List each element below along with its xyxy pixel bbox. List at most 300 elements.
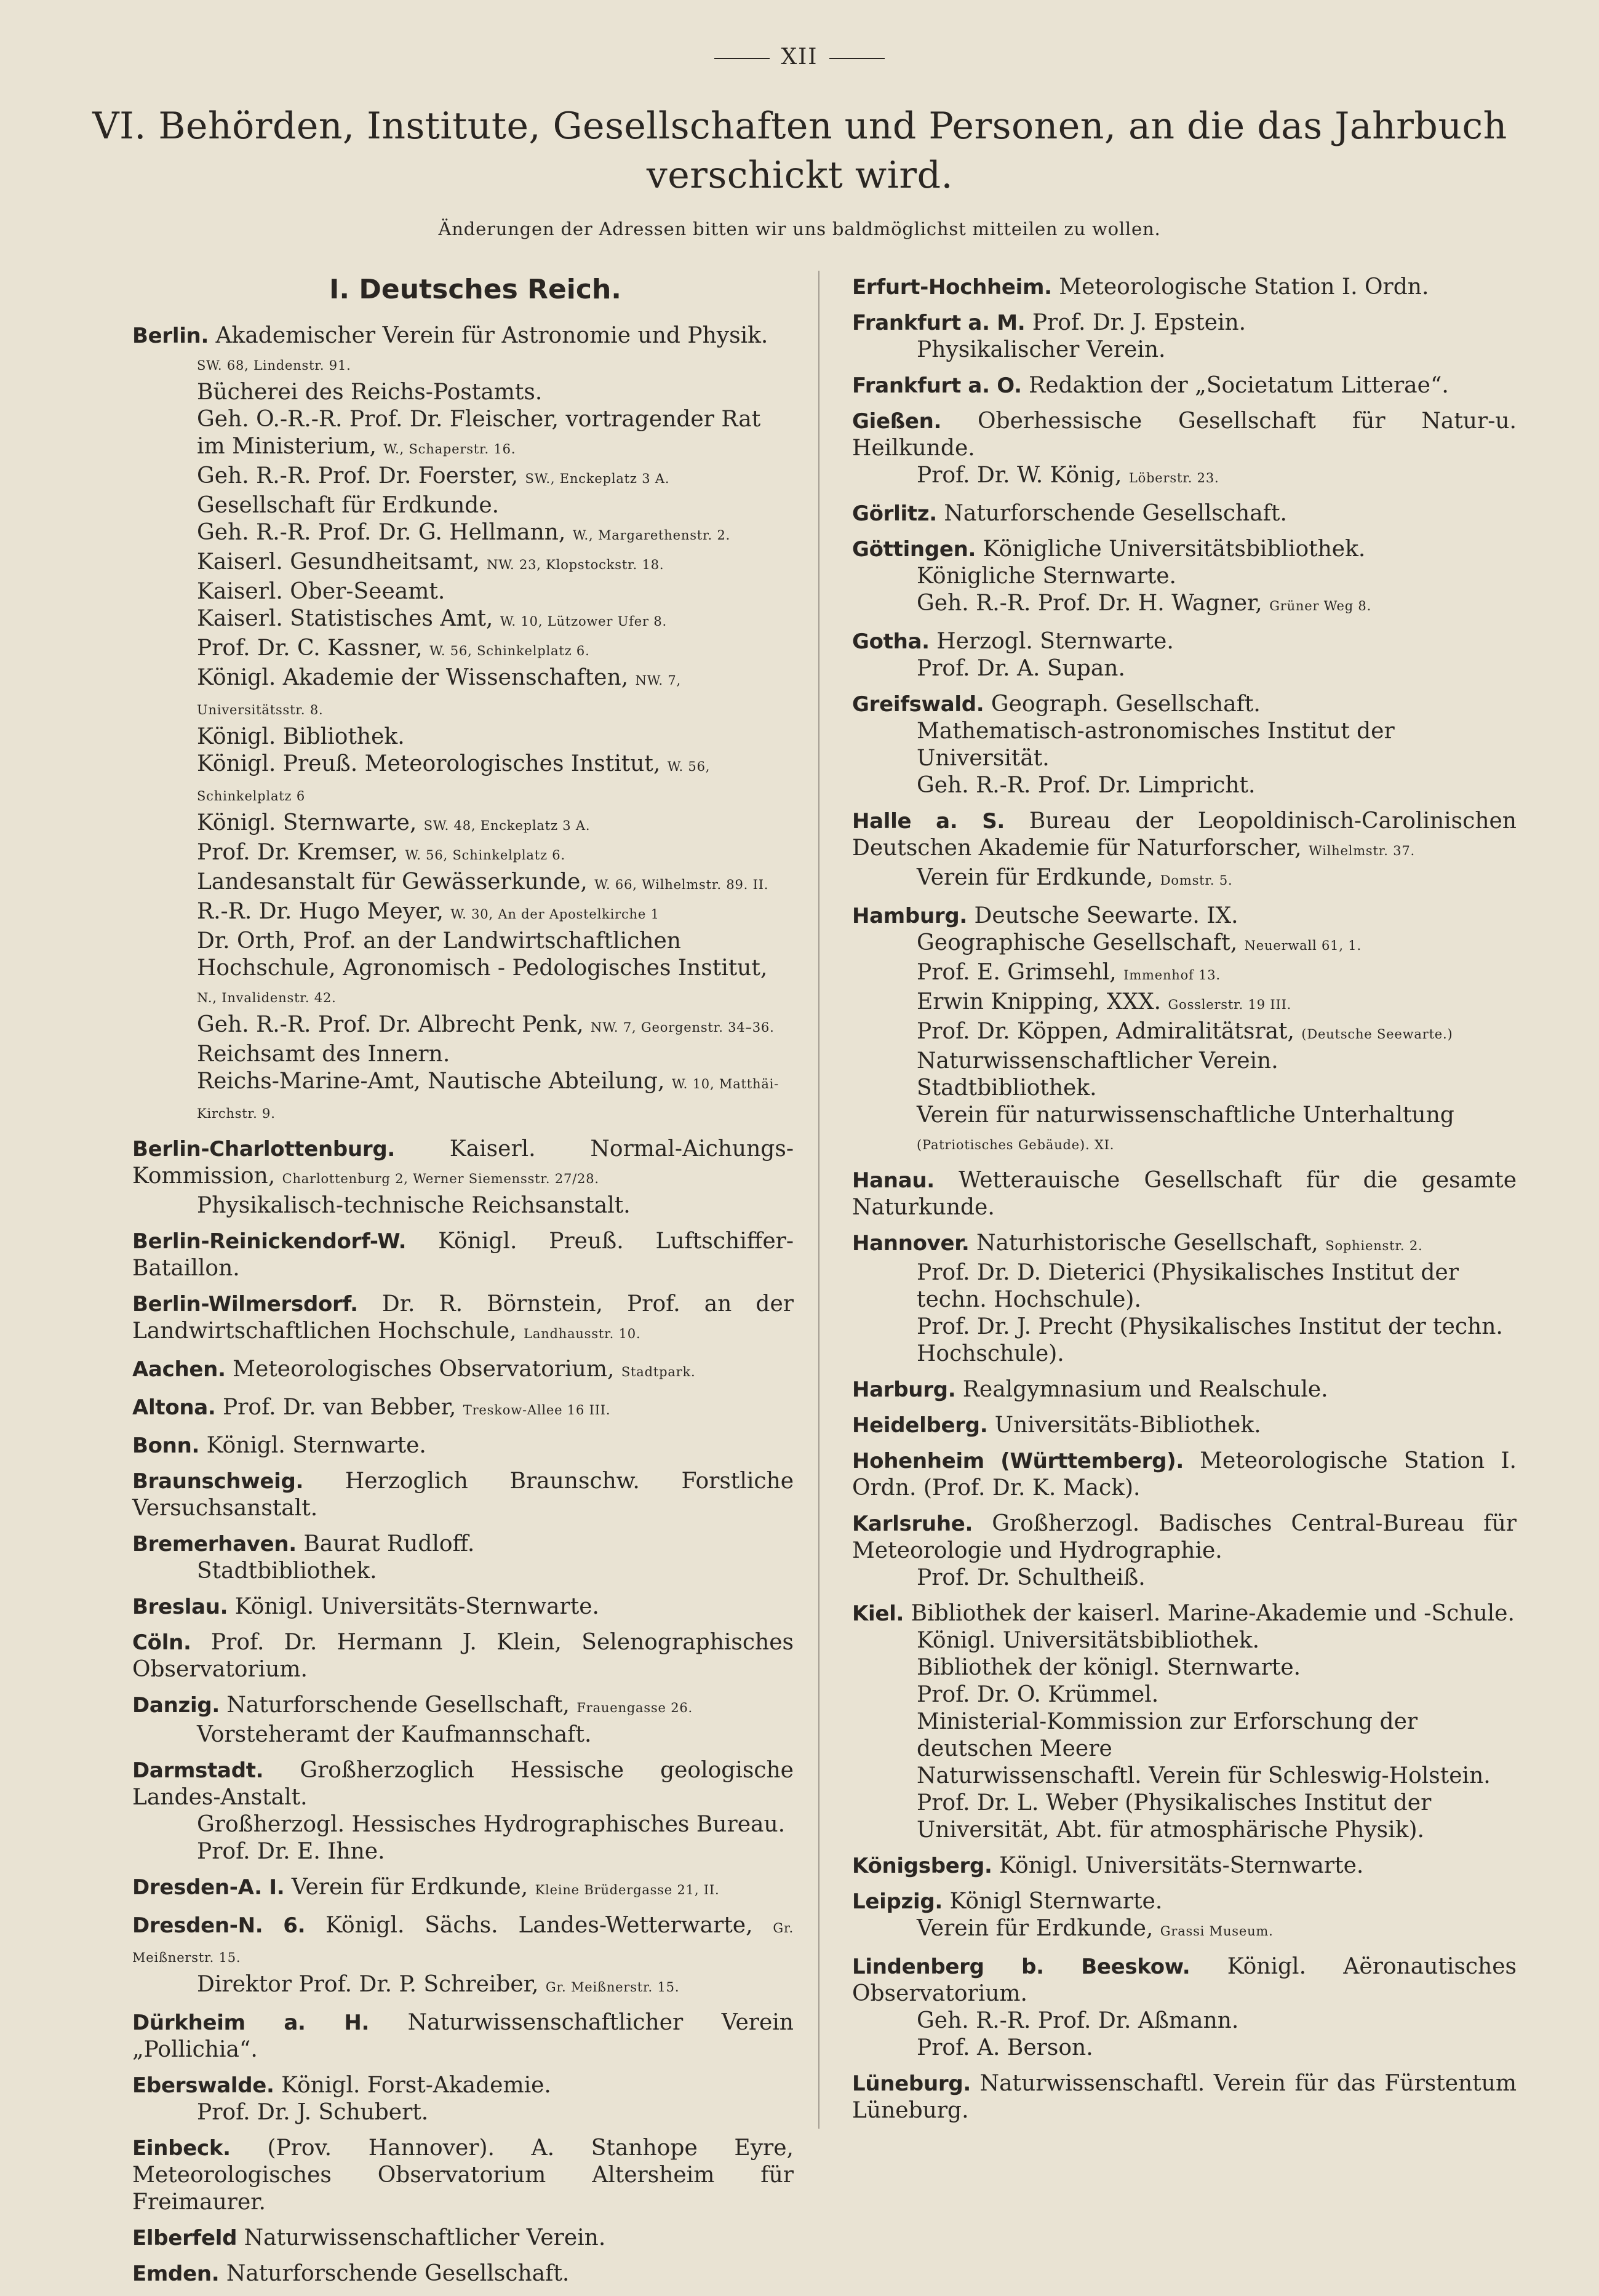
entry-line	[852, 590, 1517, 620]
place-name: Königsberg.	[852, 1854, 992, 1878]
entry-line	[852, 1708, 1517, 1763]
directory-entry	[852, 1230, 1517, 1368]
entry-line	[852, 1915, 1517, 1945]
entry-line	[852, 1654, 1517, 1681]
entry-first-line	[852, 2070, 1517, 2124]
place-name: Kiel.	[852, 1601, 904, 1626]
institution-text: Kaiserl. Gesundheitsamt,	[197, 549, 480, 575]
entry-first-line	[132, 1531, 794, 1558]
institution-text: Prof. Dr. E. Ihne.	[197, 1839, 385, 1864]
institution-text: Prof. Dr. O. Krümmel.	[917, 1682, 1159, 1707]
entry-first-line	[852, 1412, 1517, 1439]
place-name: Gießen.	[852, 409, 942, 434]
entry-line	[132, 549, 794, 578]
entry-line	[852, 1018, 1517, 1048]
institution-text: Naturwissenschaftl. Verein für das Fürstentum Lüneburg.	[852, 2071, 1517, 2123]
entry-line	[132, 723, 794, 751]
institution-text: Kaiserl. Statistisches Amt,	[197, 606, 493, 631]
right-entry-list	[852, 274, 1517, 2124]
place-name: Erfurt-Hochheim.	[852, 275, 1052, 300]
entry-line	[852, 772, 1517, 799]
entry-first-line	[132, 2260, 794, 2287]
entry-first-line	[852, 628, 1517, 655]
institution-text: Naturhistorische Gesellschaft,	[976, 1230, 1318, 1256]
address-text: Treskow-Allee 16 III.	[463, 1403, 611, 1417]
institution-text: Physikalisch-technische Reichsanstalt.	[197, 1193, 631, 1218]
institution-text: Prof. Dr. W. König,	[917, 463, 1122, 488]
address-text: W., Margarethenstr. 2.	[572, 528, 731, 543]
section-heading: I. Deutsches Reich.	[329, 274, 621, 305]
place-name: Gotha.	[852, 629, 930, 654]
place-name: Hanau.	[852, 1168, 935, 1193]
institution-text: Königliche Sternwarte.	[917, 564, 1176, 589]
entry-first-line	[132, 1356, 794, 1385]
entry-line	[132, 928, 794, 1011]
institution-text: Oberhessische Gesellschaft für Natur-u. Heilkunde.	[852, 409, 1517, 461]
directory-entry	[852, 628, 1517, 682]
address-text: Immenhof 13.	[1123, 968, 1221, 983]
place-name: Bonn.	[132, 1433, 200, 1458]
institution-text: Königl. Sternwarte.	[206, 1433, 426, 1458]
institution-text: Akademischer Verein für Astronomie und Physik.	[215, 323, 768, 348]
directory-entry	[132, 322, 794, 1127]
institution-text: Geh. O.-R.-R. Prof. Dr. Fleischer, vortragender Rat im Ministerium,	[197, 407, 761, 459]
institution-text: Geh. R.-R. Prof. Dr. G. Hellmann,	[197, 520, 566, 545]
directory-entry	[132, 2225, 794, 2252]
entry-line	[852, 1313, 1517, 1368]
institution-text: Gesellschaft für Erdkunde.	[197, 493, 500, 518]
directory-entry	[132, 2072, 794, 2126]
address-text: Frauengasse 26.	[576, 1700, 693, 1715]
address-text: Gr. Meißnerstr. 15.	[132, 1921, 794, 1965]
directory-entry	[132, 1874, 794, 1903]
address-text: W. 66, Wilhelmstr. 89. II.	[594, 877, 769, 892]
institution-text: Direktor Prof. Dr. P. Schreiber,	[197, 1972, 539, 1997]
place-name: Darmstadt.	[132, 1758, 264, 1783]
institution-text: Stadtbibliothek.	[917, 1075, 1097, 1101]
institution-text: Meteorologisches Observatorium,	[233, 1357, 615, 1382]
entry-first-line	[132, 2072, 794, 2099]
institution-text: Königliche Universitätsbibliothek.	[983, 536, 1366, 562]
institution-text: Naturwissenschaftlicher Verein.	[244, 2225, 606, 2250]
institution-text: Reichs-Marine-Amt, Nautische Abteilung,	[197, 1069, 665, 1094]
institution-text: Königl. Bibliothek.	[197, 724, 405, 749]
directory-entry	[132, 2009, 794, 2063]
directory-entry	[852, 903, 1517, 1158]
left-entry-list	[132, 322, 794, 2287]
place-name: Karlsruhe.	[852, 1512, 973, 1536]
directory-entry	[132, 1757, 794, 1865]
entry-line	[852, 1259, 1517, 1313]
institution-text: Universitäts-Bibliothek.	[994, 1413, 1261, 1438]
entry-line	[132, 839, 794, 869]
address-text: Sophienstr. 2.	[1325, 1238, 1423, 1253]
address-text: W. 10, Matthäi-Kirchstr. 9.	[197, 1077, 780, 1121]
place-name: Heidelberg.	[852, 1413, 988, 1438]
address-text: (Deutsche Seewarte.)	[1301, 1027, 1453, 1042]
institution-text: Herzogl. Sternwarte.	[936, 629, 1174, 654]
institution-text: Prof. Dr. Köppen, Admiralitätsrat,	[917, 1019, 1294, 1044]
place-name: Hamburg.	[852, 904, 967, 928]
place-name: Dürkheim a. H.	[132, 2011, 370, 2035]
entry-line	[132, 492, 794, 519]
entry-line	[132, 519, 794, 549]
address-text: Domstr. 5.	[1160, 873, 1233, 888]
entry-line	[852, 2007, 1517, 2035]
rule-right	[829, 58, 885, 59]
institution-text: Königl. Aëronautisches Observatorium.	[852, 1954, 1517, 2006]
place-name: Dresden-N. 6.	[132, 1913, 306, 1938]
address-text: W. 30, An der Apostelkirche 1	[450, 907, 660, 922]
address-text: Wilhelmstr. 37.	[1309, 843, 1416, 858]
address-text: SW. 68, Lindenstr. 91.	[197, 358, 351, 373]
entry-first-line	[132, 1912, 794, 1971]
directory-entry	[132, 2260, 794, 2287]
institution-text: Bureau der Leopoldinisch-Carolinischen Deutschen Akademie für Naturforscher,	[852, 808, 1517, 861]
entry-line	[852, 864, 1517, 894]
entry-first-line	[132, 1432, 794, 1459]
institution-text: Königl. Preuß. Meteorologisches Institut,	[197, 751, 661, 776]
institution-text: Königl. Universitätsbibliothek.	[917, 1628, 1260, 1653]
directory-entry	[132, 1394, 794, 1424]
entry-line	[852, 462, 1517, 492]
institution-text: Geh. R.-R. Prof. Dr. Foerster,	[197, 463, 519, 488]
entry-first-line	[852, 1376, 1517, 1403]
institution-text: Geh. R.-R. Prof. Dr. Albrecht Penk,	[197, 1012, 584, 1037]
institution-text: Geh. R.-R. Prof. Dr. H. Wagner,	[917, 591, 1262, 616]
institution-text: Verein für Erdkunde,	[917, 865, 1154, 890]
address-text: Gr. Meißnerstr. 15.	[545, 1980, 680, 1995]
institution-text: Königl. Universitäts-Sternwarte.	[999, 1853, 1364, 1878]
entry-line	[132, 1041, 794, 1068]
entry-first-line	[852, 691, 1517, 718]
entry-first-line	[132, 1692, 794, 1721]
institution-text: Landesanstalt für Gewässerkunde,	[197, 869, 588, 895]
directory-entry	[132, 1692, 794, 1748]
entry-first-line	[852, 1167, 1517, 1221]
entry-line	[132, 605, 794, 635]
entry-first-line	[132, 1394, 794, 1424]
institution-text: Herzoglich Braunschw. Forstliche Versuchsanstalt.	[132, 1469, 794, 1521]
entry-line	[852, 989, 1517, 1018]
directory-entry	[132, 2135, 794, 2216]
address-text: NW. 23, Klopstockstr. 18.	[487, 557, 664, 572]
entry-first-line	[132, 2009, 794, 2063]
directory-entry	[852, 691, 1517, 799]
entry-first-line	[132, 1468, 794, 1522]
institution-text: Prof. Dr. Schultheiß.	[917, 1565, 1146, 1590]
address-text: Landhausstr. 10.	[524, 1326, 641, 1341]
place-name: Frankfurt a. M.	[852, 311, 1026, 335]
right-column	[852, 274, 1517, 2133]
institution-text: Naturforschende Gesellschaft.	[226, 2261, 570, 2286]
directory-entry	[852, 1510, 1517, 1592]
entry-line	[132, 751, 794, 810]
institution-text: Physikalischer Verein.	[917, 337, 1166, 362]
institution-text: Großherzogl. Badisches Central-Bureau für Meteorologie und Hydrographie.	[852, 1511, 1517, 1563]
entry-line	[132, 1558, 794, 1585]
address-text: Neuerwall 61, 1.	[1244, 938, 1362, 953]
place-name: Harburg.	[852, 1377, 956, 1402]
directory-entry	[852, 372, 1517, 399]
institution-text: Kaiserl. Normal-Aichungs-Kommission,	[132, 1136, 794, 1189]
institution-text: Realgymnasium und Realschule.	[962, 1377, 1328, 1402]
directory-entry	[852, 274, 1517, 301]
institution-text: Großherzogl. Hessisches Hydrographisches Bureau.	[197, 1812, 786, 1837]
institution-text: Kaiserl. Ober-Seeamt.	[197, 579, 445, 604]
place-name: Berlin-Wilmersdorf.	[132, 1292, 358, 1317]
institution-text: Naturwissenschaftlicher Verein.	[917, 1048, 1278, 1074]
institution-text: Prof. Dr. L. Weber (Physikalisches Institut der Universität, Abt. für atmosphärische Physik).	[917, 1790, 1432, 1843]
institution-text: Verein für Erdkunde,	[291, 1875, 528, 1900]
entry-line	[852, 1048, 1517, 1075]
directory-entry	[852, 1888, 1517, 1945]
page-number	[0, 44, 1599, 70]
directory-entry	[132, 1629, 794, 1683]
entry-line	[132, 1192, 794, 1219]
address-text: W. 56, Schinkelplatz 6.	[429, 644, 590, 658]
institution-text: Meteorologische Station I. Ordn.	[1059, 274, 1429, 300]
institution-text: Königl. Preuß. Luftschiffer-Bataillon.	[132, 1229, 794, 1281]
entry-line	[132, 463, 794, 492]
entry-first-line	[852, 274, 1517, 301]
institution-text: Reichsamt des Innern.	[197, 1042, 450, 1067]
institution-text: Königl. Sternwarte,	[197, 810, 417, 835]
entry-line	[132, 1721, 794, 1748]
directory-entry	[852, 536, 1517, 620]
address-text: Stadtpark.	[621, 1365, 696, 1379]
entry-first-line	[852, 1600, 1517, 1627]
address-text: Gosslerstr. 19 III.	[1168, 997, 1292, 1012]
place-name: Lüneburg.	[852, 2071, 971, 2096]
place-name: Einbeck.	[132, 2136, 231, 2161]
entry-line	[852, 1075, 1517, 1102]
place-name: Göttingen.	[852, 537, 976, 562]
directory-entry	[852, 1167, 1517, 1221]
left-column	[132, 274, 794, 2296]
place-name: Lindenberg b. Beeskow.	[852, 1955, 1190, 1979]
address-text: W. 10, Lützower Ufer 8.	[500, 614, 667, 629]
entry-line	[852, 1763, 1517, 1790]
institution-text: Naturforschende Gesellschaft.	[944, 501, 1287, 526]
entry-first-line	[132, 1291, 794, 1347]
institution-text: Deutsche Seewarte. IX.	[974, 903, 1238, 928]
place-name: Frankfurt a. O.	[852, 373, 1022, 398]
address-text: SW., Enckeplatz 3 A.	[525, 471, 670, 486]
entry-first-line	[852, 536, 1517, 563]
entry-first-line	[132, 2135, 794, 2216]
address-text: NW. 7, Georgenstr. 34–36.	[591, 1020, 775, 1035]
address-text: SW. 48, Enckeplatz 3 A.	[423, 818, 591, 833]
institution-text: Ministerial-Kommission zur Erforschung der deutschen Meere	[917, 1709, 1418, 1761]
directory-entry	[132, 1531, 794, 1585]
entry-line	[132, 406, 794, 463]
page-title: VI. Behörden, Institute, Gesellschaften und Personen, an die das Jahrbuch verschickt wird.	[92, 105, 1507, 197]
entry-line	[852, 930, 1517, 959]
institution-text: Erwin Knipping, XXX.	[917, 989, 1162, 1014]
entry-first-line	[852, 372, 1517, 399]
institution-text: Prof. Dr. A. Supan.	[917, 656, 1125, 681]
institution-text: Verein für naturwissenschaftliche Unterhaltung	[917, 1102, 1454, 1128]
place-name: Elberfeld	[132, 2226, 237, 2250]
entry-line	[132, 810, 794, 839]
entry-line	[852, 1681, 1517, 1708]
place-name: Greifswald.	[852, 692, 984, 717]
institution-text: Naturwissenschaftl. Verein für Schleswig-Holstein.	[917, 1763, 1491, 1788]
institution-text: Redaktion der „Societatum Litterae“.	[1029, 373, 1449, 398]
address-text: (Patriotisches Gebäude). XI.	[917, 1138, 1115, 1152]
place-name: Emden.	[132, 2262, 220, 2286]
institution-text: Bibliothek der kaiserl. Marine-Akademie und -Schule.	[911, 1601, 1515, 1626]
place-name: Berlin.	[132, 324, 209, 348]
directory-entry	[852, 1412, 1517, 1439]
institution-text: Bücherei des Reichs-Postamts.	[197, 380, 543, 405]
address-text: W., Schaperstr. 16.	[383, 442, 516, 456]
entry-line	[132, 1011, 794, 1041]
directory-entry	[132, 1432, 794, 1459]
entry-line	[852, 655, 1517, 682]
entry-first-line	[852, 500, 1517, 527]
entry-first-line	[132, 1136, 794, 1192]
place-name: Berlin-Reinickendorf-W.	[132, 1229, 407, 1254]
entry-line	[852, 563, 1517, 590]
directory-entry	[132, 1291, 794, 1347]
entry-first-line	[132, 1757, 794, 1811]
directory-entry	[132, 1912, 794, 2001]
entry-first-line	[132, 1228, 794, 1282]
entry-first-line	[852, 408, 1517, 462]
entry-first-line	[852, 1448, 1517, 1502]
place-name: Danzig.	[132, 1693, 220, 1718]
place-name: Braunschweig.	[132, 1469, 304, 1494]
place-name: Cöln.	[132, 1630, 191, 1655]
entry-first-line	[852, 1852, 1517, 1879]
entry-line	[132, 635, 794, 664]
place-name: Berlin-Charlottenburg.	[132, 1137, 395, 1162]
institution-text: Prof. Dr. Hermann J. Klein, Selenographisches Observatorium.	[132, 1630, 794, 1682]
entry-line	[132, 898, 794, 928]
institution-text: Geographische Gesellschaft,	[917, 930, 1238, 955]
institution-text: Prof. Dr. van Bebber,	[223, 1395, 457, 1420]
institution-text: Prof. Dr. D. Dieterici (Physikalisches Institut der techn. Hochschule).	[917, 1260, 1459, 1312]
entry-first-line	[852, 1510, 1517, 1565]
entry-line	[852, 718, 1517, 772]
directory-entry	[852, 1953, 1517, 2062]
entry-line	[132, 664, 794, 723]
institution-text: Prof. A. Berson.	[917, 2035, 1093, 2060]
institution-text: Geh. R.-R. Prof. Dr. Limpricht.	[917, 773, 1256, 798]
entry-line	[852, 1565, 1517, 1592]
page-subtitle: Änderungen der Adressen bitten wir uns baldmöglichst mitteilen zu wollen.	[438, 218, 1161, 239]
institution-text: Königl. Universitäts-Sternwarte.	[234, 1594, 599, 1619]
institution-text: (Prov. Hannover). A. Stanhope Eyre, Meteorologisches Observatorium Altersheim für Freimaurer.	[132, 2135, 794, 2215]
address-text: Grüner Weg 8.	[1269, 599, 1372, 613]
entry-first-line	[132, 1593, 794, 1620]
entry-first-line	[852, 309, 1517, 337]
page-number-text: XII	[781, 44, 818, 70]
entry-line	[132, 349, 794, 379]
place-name: Dresden-A. I.	[132, 1875, 285, 1900]
address-text: Charlottenburg 2, Werner Siemensstr. 27/28.	[282, 1171, 599, 1186]
directory-entry	[132, 1468, 794, 1522]
institution-text: Dr. Orth, Prof. an der Landwirtschaftlichen Hochschule, Agronomisch - Pedologisches Institut,	[197, 928, 768, 981]
entry-first-line	[852, 808, 1517, 864]
institution-text: Geh. R.-R. Prof. Dr. Aßmann.	[917, 2008, 1239, 2033]
directory-entry	[852, 808, 1517, 894]
entry-line	[852, 959, 1517, 989]
institution-text: Geograph. Gesellschaft.	[991, 692, 1261, 717]
entry-line	[132, 578, 794, 605]
directory-entry	[852, 309, 1517, 364]
institution-text: Baurat Rudloff.	[303, 1531, 475, 1557]
institution-text: Meteorologische Station I. Ordn. (Prof. Dr. K. Mack).	[852, 1448, 1517, 1501]
address-text: N., Invalidenstr. 42.	[197, 991, 337, 1005]
place-name: Breslau.	[132, 1595, 228, 1619]
address-text: Löberstr. 23.	[1128, 471, 1219, 485]
institution-text: Königl. Sächs. Landes-Wetterwarte,	[325, 1913, 753, 1938]
place-name: Bremerhaven.	[132, 1532, 297, 1557]
rule-left	[714, 58, 770, 59]
entry-first-line	[132, 322, 794, 349]
place-name: Hohenheim (Württemberg).	[852, 1449, 1184, 1473]
institution-text: Prof. E. Grimsehl,	[917, 960, 1117, 985]
institution-text: Prof. Dr. C. Kassner,	[197, 636, 423, 661]
entry-line	[132, 1838, 794, 1865]
directory-entry	[852, 1600, 1517, 1844]
institution-text: Dr. R. Börnstein, Prof. an der Landwirtschaftlichen Hochschule,	[132, 1291, 794, 1344]
place-name: Eberswalde.	[132, 2073, 274, 2098]
institution-text: Prof. Dr. J. Epstein.	[1032, 310, 1246, 335]
institution-text: Königl. Akademie der Wissenschaften,	[197, 665, 629, 690]
directory-entry	[852, 408, 1517, 492]
directory-entry	[132, 1136, 794, 1219]
entry-line	[132, 1971, 794, 2001]
institution-text: Prof. Dr. Kremser,	[197, 840, 399, 865]
institution-text: Vorsteheramt der Kaufmannschaft.	[197, 1722, 592, 1747]
institution-text: Naturforschende Gesellschaft,	[226, 1692, 570, 1718]
entry-first-line	[852, 903, 1517, 930]
entry-line	[852, 1790, 1517, 1844]
place-name: Leipzig.	[852, 1889, 943, 1914]
directory-entry	[132, 1356, 794, 1385]
entry-first-line	[132, 1874, 794, 1903]
entry-first-line	[132, 1629, 794, 1683]
entry-first-line	[852, 1230, 1517, 1259]
address-text: NW. 7, Universitätsstr. 8.	[197, 673, 682, 717]
directory-entry	[852, 1448, 1517, 1502]
entry-line	[132, 2099, 794, 2126]
address-text: Grassi Museum.	[1160, 1924, 1274, 1939]
entry-first-line	[852, 1953, 1517, 2007]
institution-text: Großherzoglich Hessische geologische Landes-Anstalt.	[132, 1758, 794, 1810]
place-name: Görlitz.	[852, 501, 937, 526]
institution-text: R.-R. Dr. Hugo Meyer,	[197, 899, 444, 924]
directory-entry	[852, 1376, 1517, 1403]
column-divider	[818, 271, 819, 2129]
institution-text: Bibliothek der königl. Sternwarte.	[917, 1655, 1301, 1680]
institution-text: Stadtbibliothek.	[197, 1558, 377, 1584]
place-name: Hannover.	[852, 1231, 970, 1256]
institution-text: Königl Sternwarte.	[949, 1889, 1163, 1914]
address-text: W. 56, Schinkelplatz 6	[197, 759, 711, 803]
institution-text: Mathematisch-astronomisches Institut der Universität.	[917, 719, 1395, 771]
entry-line	[132, 379, 794, 406]
address-text: Kleine Brüdergasse 21, II.	[535, 1883, 720, 1897]
entry-line	[132, 869, 794, 898]
directory-entry	[852, 1852, 1517, 1879]
place-name: Altona.	[132, 1395, 216, 1420]
entry-line	[852, 1102, 1517, 1158]
